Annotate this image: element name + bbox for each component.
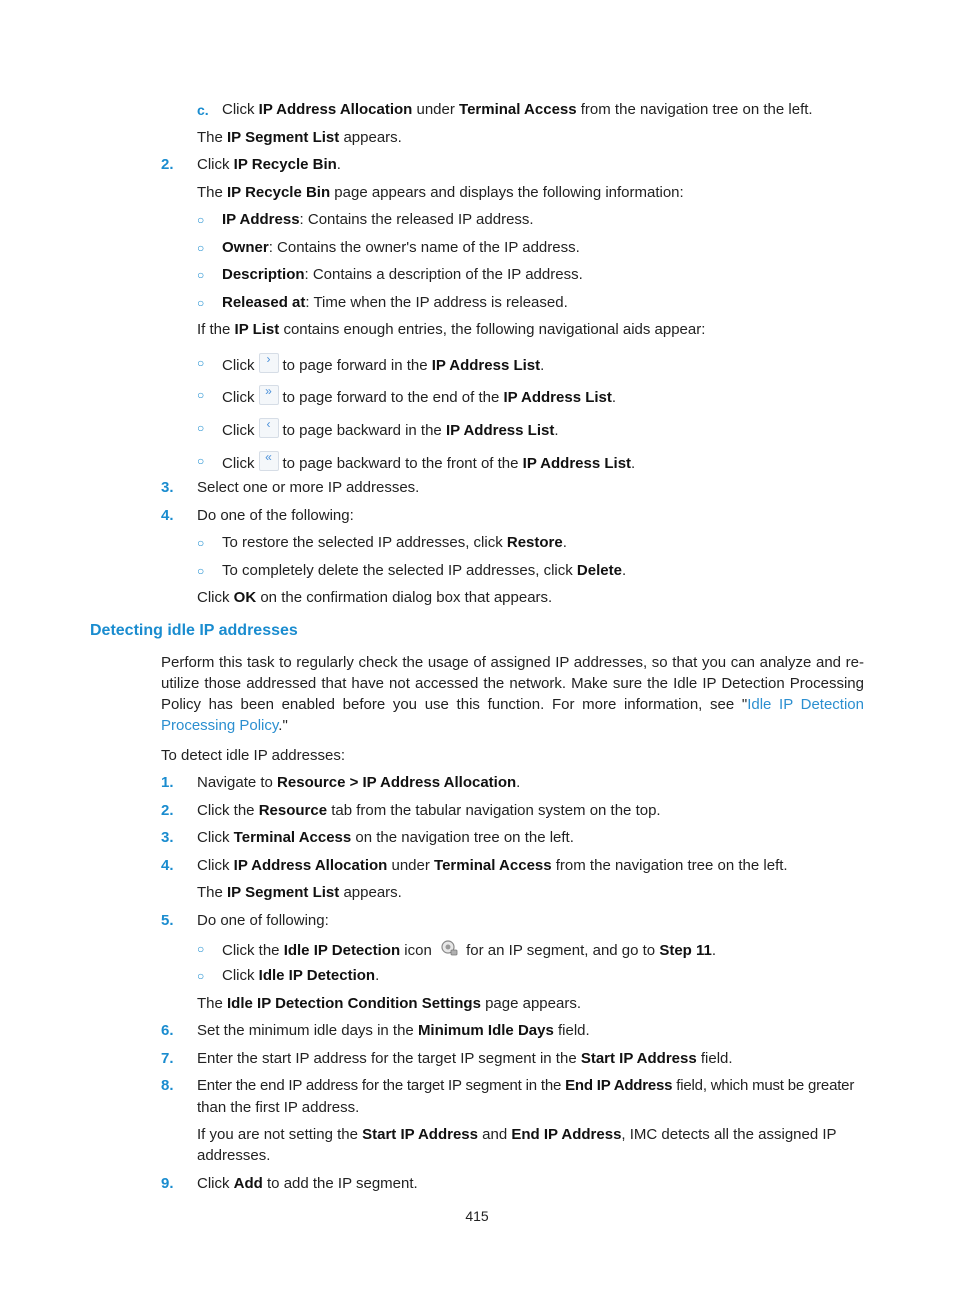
intro-paragraph: Perform this task to regularly check the usage of assigned IP addresses, so that you can analyze and re-utilize those addressed that have not accessed the network. Make sure the Idle IP Detection Processing Policy has been enabled before you use this function. For more information, see "Idle IP Detection Processing Policy." <box>161 654 864 734</box>
page-number: 415 <box>465 1208 489 1224</box>
bullet-icon: ○ <box>197 421 205 435</box>
idle-step-7: Enter the start IP address for the target IP segment in the Start IP Address field. <box>197 1050 733 1067</box>
step-marker-4: 4. <box>161 507 174 524</box>
step-marker-4: 4. <box>161 857 174 874</box>
last-page-icon: » <box>259 385 279 405</box>
bullet-icon: ○ <box>197 241 205 255</box>
nav-aids-intro: If the IP List contains enough entries, the following navigational aids appear: <box>197 321 706 338</box>
idle-step-8-note-cont: addresses. <box>197 1147 271 1164</box>
segment-list-note: The IP Segment List appears. <box>197 129 402 146</box>
policy-link[interactable]: Idle IP Detection Processing Policy <box>161 696 864 734</box>
step-marker-9: 9. <box>161 1175 174 1192</box>
idle-step-5: Do one of following: <box>197 912 329 929</box>
field-owner: Owner: Contains the owner's name of the IP address. <box>222 239 580 256</box>
bullet-icon: ○ <box>197 536 205 550</box>
delete-option: To completely delete the selected IP addresses, click Delete. <box>222 562 627 579</box>
recycle-bin-intro: The IP Recycle Bin page appears and displays the following information: <box>197 184 684 201</box>
step-marker-7: 7. <box>161 1050 174 1067</box>
idle-step-2: Click the Resource tab from the tabular navigation system on the top. <box>197 802 661 819</box>
idle-step-4: Click IP Address Allocation under Terminal Access from the navigation tree on the left. <box>197 857 788 874</box>
procedure-intro: To detect idle IP addresses: <box>161 747 345 764</box>
bullet-icon: ○ <box>197 942 205 956</box>
bullet-icon: ○ <box>197 969 205 983</box>
step-c: Click IP Address Allocation under Terminal Access from the navigation tree on the left. <box>222 101 813 118</box>
section-heading: Detecting idle IP addresses <box>90 622 298 639</box>
step-marker-c: c. <box>197 102 209 118</box>
step-marker-1: 1. <box>161 774 174 791</box>
idle-step-5-option-b: Click Idle IP Detection. <box>222 967 380 984</box>
idle-step-3: Click Terminal Access on the navigation tree on the left. <box>197 829 574 846</box>
step-3: Select one or more IP addresses. <box>197 479 420 496</box>
bullet-icon: ○ <box>197 268 205 282</box>
ok-note: Click OK on the confirmation dialog box that appears. <box>197 589 553 606</box>
idle-step-9: Click Add to add the IP segment. <box>197 1175 418 1192</box>
step-marker-3: 3. <box>161 829 174 846</box>
field-description: Description: Contains a description of the IP address. <box>222 266 583 283</box>
nav-forward: Click › to page forward in the IP Address List. <box>222 352 545 374</box>
nav-back: Click ‹ to page backward in the IP Address List. <box>222 417 559 439</box>
idle-step-8-note: If you are not setting the Start IP Address and End IP Address, IMC detects all the assigned IP <box>197 1126 837 1143</box>
idle-step-4-note: The IP Segment List appears. <box>197 884 402 901</box>
idle-step-8-cont: than the first IP address. <box>197 1099 360 1116</box>
field-released-at: Released at: Time when the IP address is released. <box>222 294 568 311</box>
bullet-icon: ○ <box>197 564 205 578</box>
idle-step-6: Set the minimum idle days in the Minimum Idle Days field. <box>197 1022 590 1039</box>
step-marker-6: 6. <box>161 1022 174 1039</box>
step-marker-3: 3. <box>161 479 174 496</box>
nav-last: Click » to page forward to the end of the IP Address List. <box>222 384 617 406</box>
idle-step-1: Navigate to Resource > IP Address Allocation. <box>197 774 521 791</box>
step-4: Do one of the following: <box>197 507 354 524</box>
step-marker-5: 5. <box>161 912 174 929</box>
bullet-icon: ○ <box>197 454 205 468</box>
first-page-icon: « <box>259 451 279 471</box>
restore-option: To restore the selected IP addresses, click Restore. <box>222 534 567 551</box>
idle-step-5-note: The Idle IP Detection Condition Settings page appears. <box>197 995 581 1012</box>
step-marker-2: 2. <box>161 802 174 819</box>
previous-page-icon: ‹ <box>259 418 279 438</box>
bullet-icon: ○ <box>197 213 205 227</box>
next-page-icon: › <box>259 353 279 373</box>
step-marker-8: 8. <box>161 1077 174 1094</box>
bullet-icon: ○ <box>197 356 205 370</box>
bullet-icon: ○ <box>197 296 205 310</box>
nav-first: Click « to page backward to the front of the IP Address List. <box>222 450 636 472</box>
field-ip-address: IP Address: Contains the released IP address. <box>222 211 534 228</box>
step-marker-2: 2. <box>161 156 174 173</box>
idle-ip-detection-icon <box>440 939 458 957</box>
bullet-icon: ○ <box>197 388 205 402</box>
idle-step-5-option-a: Click the Idle IP Detection icon for an IP segment, and go to Step 11. <box>222 939 716 961</box>
step-2: Click IP Recycle Bin. <box>197 156 341 173</box>
idle-step-8: Enter the end IP address for the target IP segment in the End IP Address field, which must be greater <box>197 1077 855 1094</box>
